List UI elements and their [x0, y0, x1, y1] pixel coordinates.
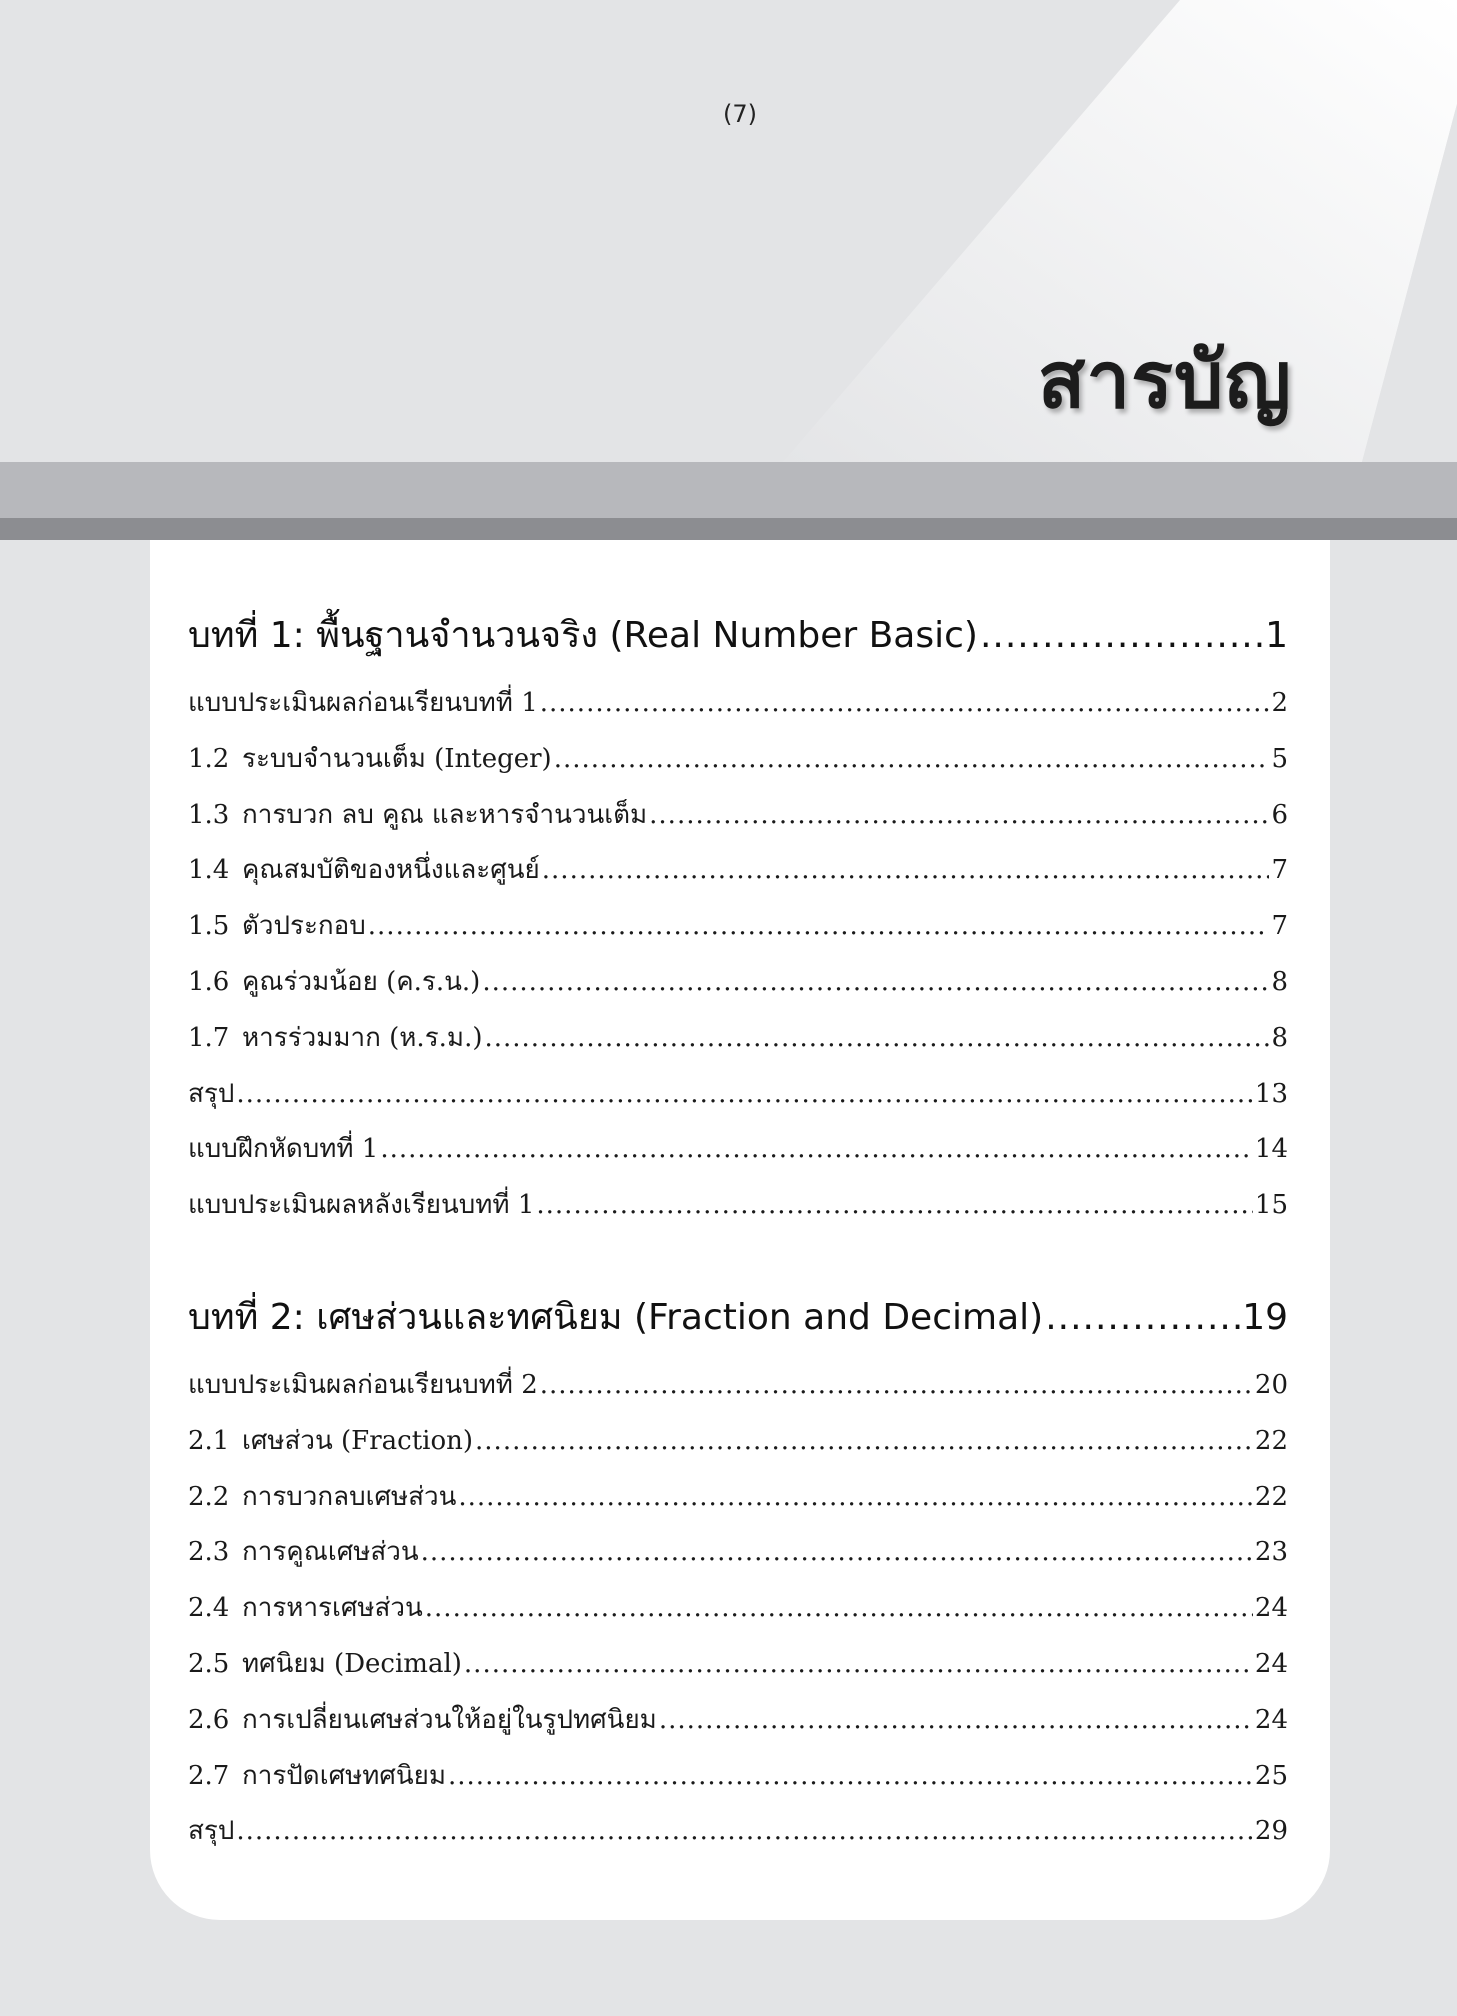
entry-title: ระบบจำนวนเต็ม (Integer)	[242, 743, 552, 774]
section-number: 1.7	[188, 1022, 230, 1053]
entry-title: แบบประเมินผลก่อนเรียนบทที่ 1	[188, 688, 538, 718]
entry-title: การหารเศษส่วน	[242, 1593, 423, 1624]
entry-page-number: 29	[1254, 1816, 1288, 1847]
entry-title: การปัดเศษทศนิยม	[242, 1760, 447, 1791]
section-number: 1.6	[188, 966, 230, 997]
dot-leader	[464, 1649, 1253, 1679]
page-number: (7)	[723, 100, 757, 128]
dot-leader	[980, 615, 1263, 656]
toc-entry[interactable]	[188, 1587, 1288, 1643]
entry-page-number: 2	[1271, 688, 1288, 718]
toc-entry[interactable]	[188, 1531, 1288, 1587]
dot-leader	[475, 1426, 1253, 1456]
dot-leader	[482, 967, 1269, 997]
entry-title: ตัวประกอบ	[242, 911, 366, 942]
entry-title: คูณร่วมน้อย (ค.ร.น.)	[242, 966, 481, 997]
dot-leader	[236, 1079, 1253, 1109]
toc-entry[interactable]	[188, 738, 1288, 794]
section-number: 1.3	[188, 799, 230, 830]
section-number: 2.5	[188, 1648, 230, 1679]
entry-page-number: 24	[1254, 1648, 1288, 1679]
toc-entry[interactable]	[188, 961, 1288, 1017]
toc-entry[interactable]	[188, 1643, 1288, 1699]
toc-entry[interactable]	[188, 1184, 1288, 1240]
entry-page-number: 7	[1271, 911, 1288, 942]
dot-leader	[380, 1134, 1253, 1164]
toc-card	[150, 540, 1330, 1920]
dot-leader	[236, 1816, 1253, 1846]
entry-page-number: 7	[1271, 855, 1288, 886]
dot-leader	[425, 1593, 1253, 1623]
entry-title: เศษส่วน (Fraction)	[242, 1425, 474, 1456]
section-number: 2.2	[188, 1481, 230, 1512]
entry-page-number: 25	[1254, 1760, 1288, 1791]
dot-leader	[536, 1190, 1253, 1220]
chapter-title: บทที่ 2: เศษส่วนและทศนิยม (Fraction and Decimal)	[188, 1296, 1044, 1338]
entry-title: แบบฝึกหัดบทที่ 1	[188, 1134, 379, 1165]
dot-leader	[448, 1761, 1253, 1791]
section-number: 2.4	[188, 1593, 230, 1624]
entry-page-number: 15	[1254, 1190, 1288, 1221]
toc-entry[interactable]	[188, 849, 1288, 905]
section-number: 1.5	[188, 911, 230, 942]
header-band	[0, 462, 1457, 518]
dot-leader	[554, 744, 1270, 774]
toc-entry[interactable]	[188, 1810, 1288, 1866]
toc-entry[interactable]	[188, 1420, 1288, 1476]
entry-title: การบวก ลบ คูณ และหารจำนวนเต็ม	[242, 799, 648, 830]
entry-page-number: 24	[1254, 1593, 1288, 1624]
toc-entry[interactable]	[188, 1476, 1288, 1532]
entry-page-number: 13	[1254, 1078, 1288, 1109]
toc-entry[interactable]	[188, 794, 1288, 850]
dot-leader	[542, 855, 1270, 885]
dot-leader	[649, 800, 1269, 830]
dot-leader	[421, 1537, 1253, 1567]
entry-title: คุณสมบัติของหนึ่งและศูนย์	[242, 855, 540, 886]
toc-chapter-heading[interactable]	[188, 1288, 1288, 1354]
entry-title: สรุป	[188, 1078, 235, 1109]
section-number: 2.1	[188, 1425, 230, 1456]
dot-leader	[458, 1482, 1253, 1512]
chapter-title: บทที่ 1: พื้นฐานจำนวนจริง (Real Number Basic)	[188, 615, 978, 656]
entry-title: แบบประเมินผลก่อนเรียนบทที่ 2	[188, 1369, 538, 1400]
dot-leader	[659, 1705, 1253, 1735]
toc-list	[188, 606, 1288, 1866]
dot-leader	[368, 911, 1270, 941]
toc-entry[interactable]	[188, 1017, 1288, 1073]
section-number: 1.2	[188, 743, 230, 774]
chapter-page-number: 19	[1242, 1296, 1288, 1338]
entry-page-number: 22	[1254, 1425, 1288, 1456]
dot-leader	[1045, 1297, 1240, 1338]
section-number: 2.6	[188, 1704, 230, 1735]
page-title: สารบัญ	[1037, 336, 1292, 426]
toc-entry[interactable]	[188, 1699, 1288, 1755]
entry-page-number: 22	[1254, 1481, 1288, 1512]
entry-title: ทศนิยม (Decimal)	[242, 1648, 462, 1679]
entry-title: การเปลี่ยนเศษส่วนให้อยู่ในรูปทศนิยม	[242, 1704, 657, 1735]
entry-page-number: 8	[1271, 966, 1288, 997]
toc-entry[interactable]	[188, 1755, 1288, 1811]
entry-page-number: 6	[1271, 799, 1288, 830]
toc-entry[interactable]	[188, 1073, 1288, 1129]
toc-entry[interactable]	[188, 1364, 1288, 1420]
toc-entry[interactable]	[188, 905, 1288, 961]
section-number: 2.3	[188, 1537, 230, 1568]
toc-entry[interactable]	[188, 682, 1288, 738]
dot-leader	[540, 688, 1270, 718]
chapter-page-number: 1	[1265, 615, 1288, 656]
dot-leader	[540, 1370, 1253, 1400]
dot-leader	[484, 1023, 1269, 1053]
section-number: 1.4	[188, 855, 230, 886]
entry-page-number: 8	[1271, 1022, 1288, 1053]
entry-page-number: 5	[1271, 743, 1288, 774]
entry-page-number: 14	[1254, 1134, 1288, 1165]
entry-page-number: 24	[1254, 1704, 1288, 1735]
chapter-spacer	[188, 1240, 1288, 1288]
header-band-dark	[0, 518, 1457, 540]
entry-title: สรุป	[188, 1816, 235, 1847]
entry-title: หารร่วมมาก (ห.ร.ม.)	[242, 1022, 483, 1053]
entry-title: การบวกลบเศษส่วน	[242, 1481, 457, 1512]
entry-title: การคูณเศษส่วน	[242, 1537, 419, 1568]
entry-page-number: 23	[1254, 1537, 1288, 1568]
entry-title: แบบประเมินผลหลังเรียนบทที่ 1	[188, 1190, 535, 1221]
toc-entry[interactable]	[188, 1128, 1288, 1184]
entry-page-number: 20	[1254, 1369, 1288, 1400]
section-number: 2.7	[188, 1760, 230, 1791]
toc-chapter-heading[interactable]	[188, 606, 1288, 672]
